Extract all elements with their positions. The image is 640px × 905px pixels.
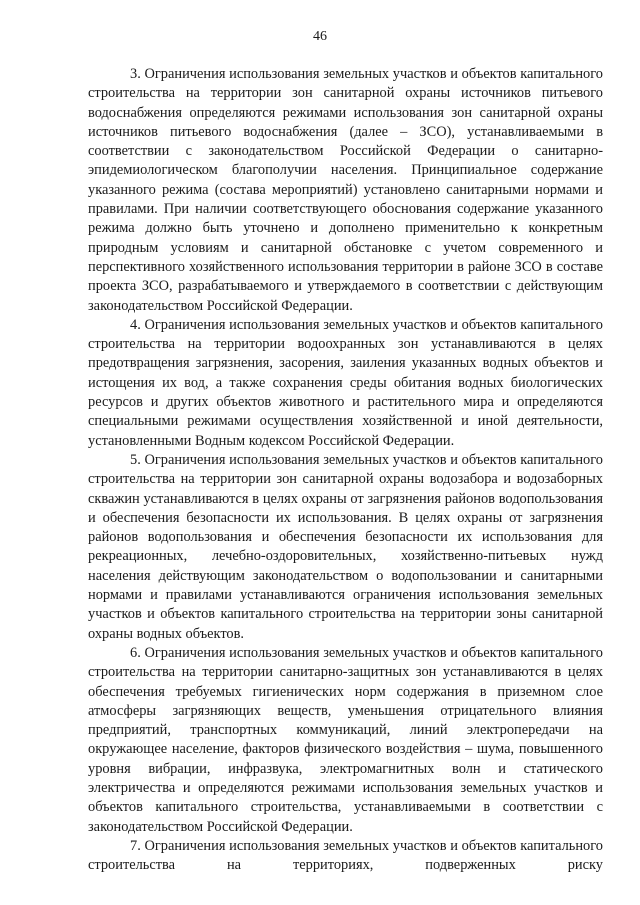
page-number: 46 [313, 29, 327, 44]
document-body [88, 65, 603, 875]
paragraph-7: 7. Ограничения использования земельных участков и объектов капитального строительства на территориях, подверженных риску [88, 837, 603, 874]
paragraph-4: 4. Ограничения использования земельных участков и объектов капитального строительства на территории водоохранных зон устанавливаются в целях предотвращения загрязнения, засорения, заиления указанных водных объектов и истощения их вод, а также сохранения среды обитания водных биологических ресурсов и других объектов животного и растительного мира и определяются специальными режимами осуществления хозяйственной и иной деятельности, установленными Водным кодексом Российской Федерации. [88, 316, 603, 449]
paragraph-6: 6. Ограничения использования земельных участков и объектов капитального строительства на территории санитарно-защитных зон устанавливаются в целях обеспечения требуемых гигиенических норм содержания в приземном слое атмосферы загрязняющих веществ, уменьшения отрицательного влияния предприятий, транспортных коммуникаций, линий электропередачи на окружающее население, факторов физического воздействия – шума, повышенного уровня вибрации, инфразвука, электромагнитных волн и статического электричества и определяются режимами использования земельных участков и объектов капитального строительства, устанавливаемыми в соответствии с законодательством Российской Федерации. [88, 644, 603, 835]
paragraph-3: 3. Ограничения использования земельных участков и объектов капитального строительства на территории зон санитарной охраны источников питьевого водоснабжения определяются режимами использования зон санитарной охраны источников питьевого водоснабжения (далее – ЗСО), устанавливаемыми в соответствии с законодательством Российской Федерации о санитарно-эпидемиологическом благополучии населения. Принципиальное содержание указанного режима (состава мероприятий) установлено санитарными нормами и правилами. При наличии соответствующего обоснования содержание указанного режима должно быть уточнено и дополнено применительно к конкретным природным условиям и санитарной обстановке с учетом современного и перспективного хозяйственного использования территории в районе ЗСО в составе проекта ЗСО, разрабатываемого и утверждаемого в соответствии с действующим законодательством Российской Федерации. [88, 66, 603, 314]
paragraph-5: 5. Ограничения использования земельных участков и объектов капитального строительства на территории зон санитарной охраны водозабора и водозаборных скважин устанавливаются в целях охраны от загрязнения районов водопользования и обеспечения безопасности их использования. В целях охраны от загрязнения районов водопользования и обеспечения безопасности их использования для рекреационных, лечебно-оздоровительных, хозяйственно-питьевых нужд населения действующим законодательством о водопользовании и санитарными нормами и правилами устанавливаются ограничения использования земельных участков и объектов капитального строительства на территории зоны санитарной охраны водных объектов. [88, 451, 603, 642]
